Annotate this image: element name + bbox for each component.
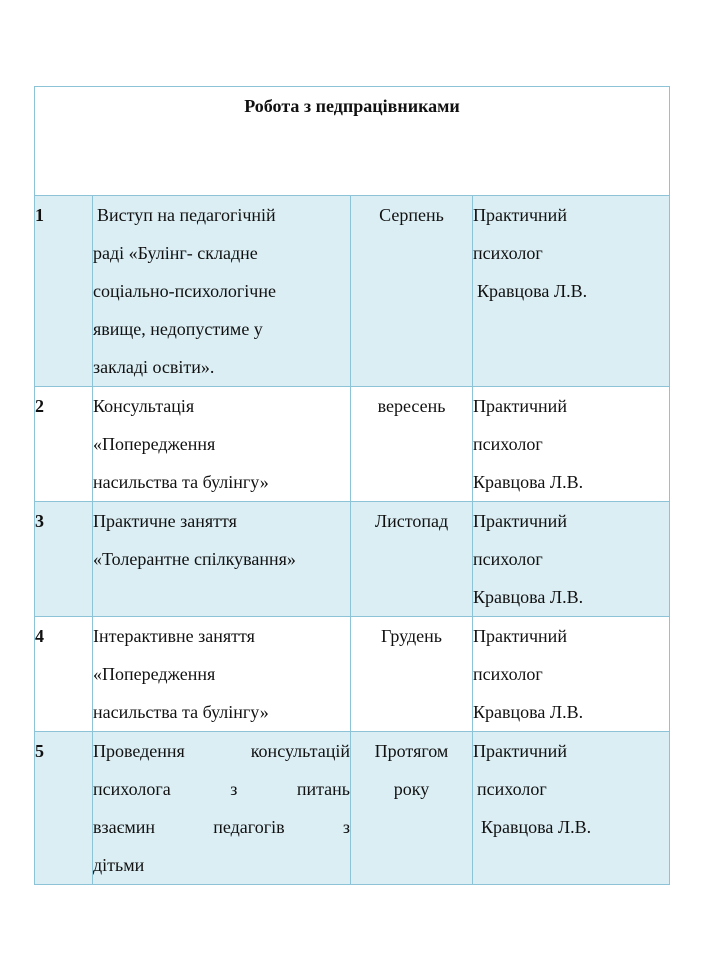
table-row bbox=[35, 196, 670, 387]
row-task bbox=[93, 732, 351, 885]
row-task bbox=[93, 617, 351, 732]
term-line: Грудень bbox=[381, 626, 442, 646]
term-line: Листопад bbox=[374, 511, 449, 531]
task-line: «Толерантне спілкування» bbox=[93, 549, 296, 569]
resp-line: психолог bbox=[473, 664, 543, 684]
term-line: Протягом bbox=[374, 741, 449, 761]
activity-table bbox=[34, 86, 670, 885]
row-task bbox=[93, 196, 351, 387]
resp-line: Практичний bbox=[473, 741, 567, 761]
table-row bbox=[35, 732, 670, 885]
term-line: року bbox=[393, 779, 430, 799]
row-number: 5 bbox=[35, 732, 93, 885]
resp-line: Кравцова Л.В. bbox=[473, 472, 584, 492]
table-row bbox=[35, 617, 670, 732]
term-line: Серпень bbox=[379, 205, 444, 225]
task-line: раді «Булінг- складне bbox=[93, 243, 258, 263]
term-line: вересень bbox=[377, 396, 446, 416]
resp-line: психолог bbox=[473, 434, 543, 454]
row-number: 4 bbox=[35, 617, 93, 732]
row-responsible bbox=[473, 502, 670, 617]
resp-line: психолог bbox=[477, 779, 547, 799]
row-term bbox=[351, 387, 473, 502]
task-line: Практичне заняття bbox=[93, 511, 237, 531]
resp-line: Кравцова Л.В. bbox=[473, 587, 584, 607]
row-responsible bbox=[473, 617, 670, 732]
row-term bbox=[351, 617, 473, 732]
row-responsible bbox=[473, 387, 670, 502]
task-line: Проведення консультацій bbox=[93, 741, 350, 761]
row-task bbox=[93, 387, 351, 502]
task-line: «Попередження bbox=[93, 664, 216, 684]
resp-line: Практичний bbox=[473, 205, 567, 225]
task-line: дітьми bbox=[93, 855, 145, 875]
task-line: Інтерактивне заняття bbox=[93, 626, 255, 646]
task-line: Виступ на педагогічній bbox=[97, 205, 276, 225]
resp-line: Практичний bbox=[473, 511, 567, 531]
row-number: 2 bbox=[35, 387, 93, 502]
task-line: взаємин педагогів з bbox=[93, 817, 350, 837]
row-number: 3 bbox=[35, 502, 93, 617]
row-term bbox=[351, 502, 473, 617]
table-row bbox=[35, 502, 670, 617]
row-term bbox=[351, 732, 473, 885]
table-header-row bbox=[35, 87, 670, 196]
resp-line: Практичний bbox=[473, 396, 567, 416]
resp-line: Кравцова Л.В. bbox=[481, 817, 592, 837]
task-line: соціально-психологічне bbox=[93, 281, 276, 301]
task-line: насильства та булінгу» bbox=[93, 472, 269, 492]
row-task bbox=[93, 502, 351, 617]
table-title: Робота з педпрацівниками bbox=[35, 87, 670, 196]
resp-line: Кравцова Л.В. bbox=[473, 702, 584, 722]
task-line: «Попередження bbox=[93, 434, 216, 454]
resp-line: Кравцова Л.В. bbox=[477, 281, 588, 301]
row-number: 1 bbox=[35, 196, 93, 387]
task-line: закладі освіти». bbox=[93, 357, 215, 377]
row-responsible bbox=[473, 732, 670, 885]
resp-line: психолог bbox=[473, 243, 543, 263]
task-line: насильства та булінгу» bbox=[93, 702, 269, 722]
resp-line: психолог bbox=[473, 549, 543, 569]
task-line: Консультація bbox=[93, 396, 195, 416]
row-responsible bbox=[473, 196, 670, 387]
task-line: явище, недопустиме у bbox=[93, 319, 263, 339]
task-line: психолога з питань bbox=[93, 779, 350, 799]
table-row bbox=[35, 387, 670, 502]
resp-line: Практичний bbox=[473, 626, 567, 646]
row-term bbox=[351, 196, 473, 387]
